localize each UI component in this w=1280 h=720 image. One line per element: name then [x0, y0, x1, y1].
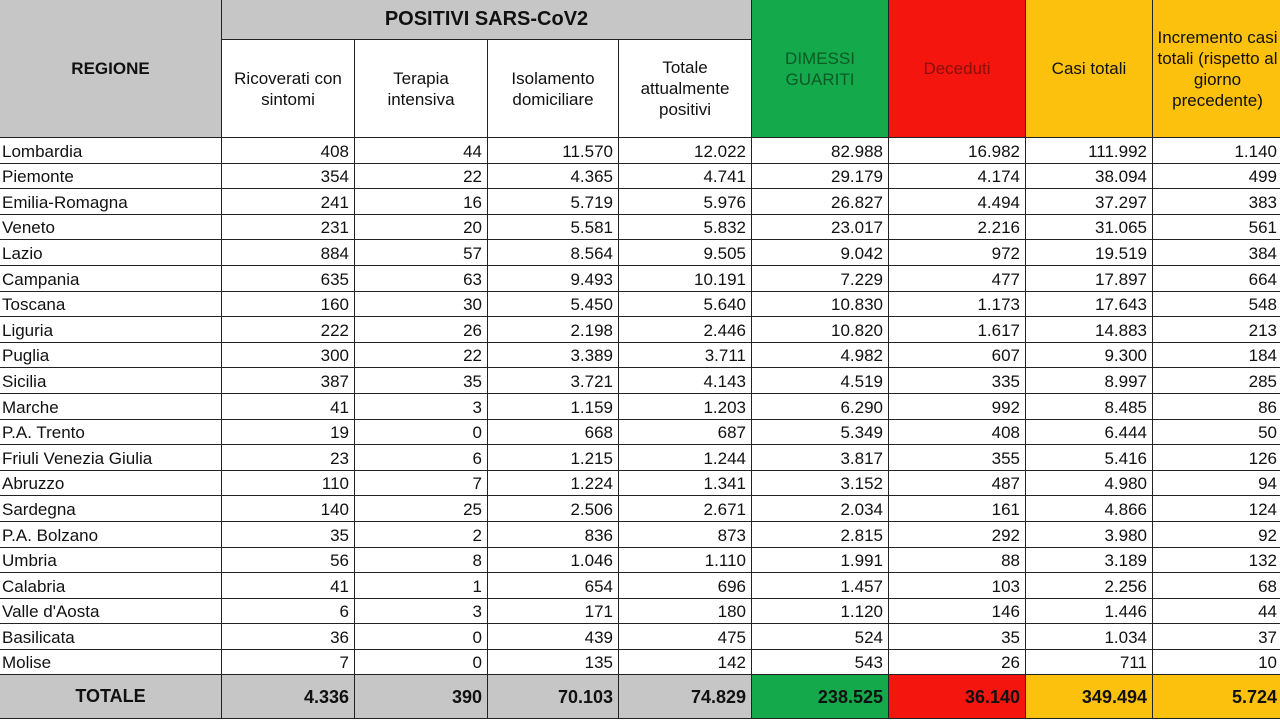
totale-positivi-value: 1.110 — [619, 548, 752, 574]
ricoverati-value: 56 — [222, 548, 355, 574]
terapia-value: 57 — [355, 240, 488, 266]
casi-totali-value: 31.065 — [1026, 215, 1153, 241]
casi-totali-value: 8.997 — [1026, 368, 1153, 394]
dimessi-value: 23.017 — [752, 215, 889, 241]
isolamento-value: 1.046 — [488, 548, 619, 574]
incremento-value: 50 — [1153, 420, 1280, 446]
total-totale-positivi-value: 74.829 — [619, 675, 752, 719]
dimessi-value: 2.815 — [752, 522, 889, 548]
totals-label: TOTALE — [0, 675, 222, 719]
totale-positivi-value: 142 — [619, 650, 752, 676]
dimessi-value: 543 — [752, 650, 889, 676]
dimessi-value: 2.034 — [752, 496, 889, 522]
terapia-value: 26 — [355, 317, 488, 343]
terapia-value: 20 — [355, 215, 488, 241]
ricoverati-value: 387 — [222, 368, 355, 394]
terapia-value: 25 — [355, 496, 488, 522]
deceduti-value: 972 — [889, 240, 1026, 266]
region-name: Emilia-Romagna — [0, 189, 222, 215]
region-name: Veneto — [0, 215, 222, 241]
header-deceduti: Deceduti — [889, 0, 1026, 138]
ricoverati-value: 36 — [222, 624, 355, 650]
isolamento-value: 5.719 — [488, 189, 619, 215]
ricoverati-value: 300 — [222, 343, 355, 369]
region-name: Molise — [0, 650, 222, 676]
ricoverati-value: 408 — [222, 138, 355, 164]
terapia-value: 35 — [355, 368, 488, 394]
ricoverati-value: 635 — [222, 266, 355, 292]
terapia-value: 30 — [355, 292, 488, 318]
totale-positivi-value: 12.022 — [619, 138, 752, 164]
incremento-value: 44 — [1153, 599, 1280, 625]
deceduti-value: 992 — [889, 394, 1026, 420]
totale-positivi-value: 1.203 — [619, 394, 752, 420]
casi-totali-value: 1.034 — [1026, 624, 1153, 650]
totale-positivi-value: 3.711 — [619, 343, 752, 369]
deceduti-value: 408 — [889, 420, 1026, 446]
incremento-value: 92 — [1153, 522, 1280, 548]
totale-positivi-value: 4.143 — [619, 368, 752, 394]
region-name: Lombardia — [0, 138, 222, 164]
ricoverati-value: 110 — [222, 471, 355, 497]
incremento-value: 184 — [1153, 343, 1280, 369]
deceduti-value: 103 — [889, 573, 1026, 599]
isolamento-value: 135 — [488, 650, 619, 676]
terapia-value: 0 — [355, 650, 488, 676]
totale-positivi-value: 873 — [619, 522, 752, 548]
header-incremento: Incremento casi totali (rispetto al giorno precedente) — [1153, 0, 1280, 138]
ricoverati-value: 41 — [222, 573, 355, 599]
ricoverati-value: 23 — [222, 445, 355, 471]
total-dimessi-value: 238.525 — [752, 675, 889, 719]
region-name: Valle d'Aosta — [0, 599, 222, 625]
casi-totali-value: 711 — [1026, 650, 1153, 676]
deceduti-value: 26 — [889, 650, 1026, 676]
dimessi-value: 4.982 — [752, 343, 889, 369]
deceduti-value: 35 — [889, 624, 1026, 650]
deceduti-value: 292 — [889, 522, 1026, 548]
ricoverati-value: 241 — [222, 189, 355, 215]
incremento-value: 1.140 — [1153, 138, 1280, 164]
isolamento-value: 5.450 — [488, 292, 619, 318]
isolamento-value: 171 — [488, 599, 619, 625]
totale-positivi-value: 696 — [619, 573, 752, 599]
deceduti-value: 146 — [889, 599, 1026, 625]
terapia-value: 44 — [355, 138, 488, 164]
totale-positivi-value: 475 — [619, 624, 752, 650]
dimessi-value: 3.152 — [752, 471, 889, 497]
casi-totali-value: 3.980 — [1026, 522, 1153, 548]
dimessi-value: 10.820 — [752, 317, 889, 343]
region-name: Lazio — [0, 240, 222, 266]
incremento-value: 383 — [1153, 189, 1280, 215]
terapia-value: 22 — [355, 343, 488, 369]
ricoverati-value: 160 — [222, 292, 355, 318]
incremento-value: 561 — [1153, 215, 1280, 241]
header-ricoverati: Ricoverati con sintomi — [222, 40, 355, 138]
region-name: Friuli Venezia Giulia — [0, 445, 222, 471]
incremento-value: 132 — [1153, 548, 1280, 574]
header-casi-totali: Casi totali — [1026, 0, 1153, 138]
total-terapia-value: 390 — [355, 675, 488, 719]
casi-totali-value: 8.485 — [1026, 394, 1153, 420]
casi-totali-value: 17.643 — [1026, 292, 1153, 318]
incremento-value: 285 — [1153, 368, 1280, 394]
isolamento-value: 654 — [488, 573, 619, 599]
ricoverati-value: 222 — [222, 317, 355, 343]
casi-totali-value: 1.446 — [1026, 599, 1153, 625]
dimessi-value: 29.179 — [752, 164, 889, 190]
terapia-value: 22 — [355, 164, 488, 190]
header-isolamento: Isolamento domiciliare — [488, 40, 619, 138]
region-name: Liguria — [0, 317, 222, 343]
deceduti-value: 477 — [889, 266, 1026, 292]
region-name: Toscana — [0, 292, 222, 318]
dimessi-value: 9.042 — [752, 240, 889, 266]
deceduti-value: 355 — [889, 445, 1026, 471]
deceduti-value: 335 — [889, 368, 1026, 394]
casi-totali-value: 111.992 — [1026, 138, 1153, 164]
dimessi-value: 10.830 — [752, 292, 889, 318]
ricoverati-value: 354 — [222, 164, 355, 190]
totale-positivi-value: 9.505 — [619, 240, 752, 266]
dimessi-value: 1.991 — [752, 548, 889, 574]
region-name: Puglia — [0, 343, 222, 369]
incremento-value: 10 — [1153, 650, 1280, 676]
total-ricoverati-value: 4.336 — [222, 675, 355, 719]
ricoverati-value: 140 — [222, 496, 355, 522]
casi-totali-value: 9.300 — [1026, 343, 1153, 369]
terapia-value: 7 — [355, 471, 488, 497]
terapia-value: 6 — [355, 445, 488, 471]
totale-positivi-value: 5.976 — [619, 189, 752, 215]
total-incremento-value: 5.724 — [1153, 675, 1280, 719]
ricoverati-value: 884 — [222, 240, 355, 266]
incremento-value: 124 — [1153, 496, 1280, 522]
isolamento-value: 836 — [488, 522, 619, 548]
dimessi-value: 3.817 — [752, 445, 889, 471]
isolamento-value: 2.506 — [488, 496, 619, 522]
incremento-value: 384 — [1153, 240, 1280, 266]
isolamento-value: 8.564 — [488, 240, 619, 266]
dimessi-value: 6.290 — [752, 394, 889, 420]
header-totale-positivi: Totale attualmente positivi — [619, 40, 752, 138]
isolamento-value: 11.570 — [488, 138, 619, 164]
totale-positivi-value: 180 — [619, 599, 752, 625]
totale-positivi-value: 1.341 — [619, 471, 752, 497]
terapia-value: 1 — [355, 573, 488, 599]
isolamento-value: 3.721 — [488, 368, 619, 394]
ricoverati-value: 231 — [222, 215, 355, 241]
totale-positivi-value: 10.191 — [619, 266, 752, 292]
total-isolamento-value: 70.103 — [488, 675, 619, 719]
ricoverati-value: 6 — [222, 599, 355, 625]
terapia-value: 3 — [355, 599, 488, 625]
dimessi-value: 82.988 — [752, 138, 889, 164]
isolamento-value: 5.581 — [488, 215, 619, 241]
header-terapia: Terapia intensiva — [355, 40, 488, 138]
incremento-value: 68 — [1153, 573, 1280, 599]
casi-totali-value: 3.189 — [1026, 548, 1153, 574]
region-name: P.A. Trento — [0, 420, 222, 446]
dimessi-value: 4.519 — [752, 368, 889, 394]
deceduti-value: 487 — [889, 471, 1026, 497]
dimessi-value: 5.349 — [752, 420, 889, 446]
deceduti-value: 1.617 — [889, 317, 1026, 343]
totale-positivi-value: 5.640 — [619, 292, 752, 318]
incremento-value: 94 — [1153, 471, 1280, 497]
dimessi-value: 524 — [752, 624, 889, 650]
isolamento-value: 439 — [488, 624, 619, 650]
terapia-value: 8 — [355, 548, 488, 574]
incremento-value: 213 — [1153, 317, 1280, 343]
incremento-value: 86 — [1153, 394, 1280, 420]
totale-positivi-value: 4.741 — [619, 164, 752, 190]
deceduti-value: 607 — [889, 343, 1026, 369]
totale-positivi-value: 2.671 — [619, 496, 752, 522]
totale-positivi-value: 687 — [619, 420, 752, 446]
totale-positivi-value: 1.244 — [619, 445, 752, 471]
deceduti-value: 1.173 — [889, 292, 1026, 318]
deceduti-value: 88 — [889, 548, 1026, 574]
incremento-value: 548 — [1153, 292, 1280, 318]
dimessi-value: 1.120 — [752, 599, 889, 625]
casi-totali-value: 14.883 — [1026, 317, 1153, 343]
totale-positivi-value: 5.832 — [619, 215, 752, 241]
dimessi-value: 1.457 — [752, 573, 889, 599]
header-dimessi: DIMESSI GUARITI — [752, 0, 889, 138]
region-name: Calabria — [0, 573, 222, 599]
region-name: Campania — [0, 266, 222, 292]
region-name: Sardegna — [0, 496, 222, 522]
dimessi-value: 26.827 — [752, 189, 889, 215]
ricoverati-value: 35 — [222, 522, 355, 548]
casi-totali-value: 5.416 — [1026, 445, 1153, 471]
isolamento-value: 2.198 — [488, 317, 619, 343]
total-casi-totali-value: 349.494 — [1026, 675, 1153, 719]
incremento-value: 664 — [1153, 266, 1280, 292]
casi-totali-value: 17.897 — [1026, 266, 1153, 292]
ricoverati-value: 19 — [222, 420, 355, 446]
isolamento-value: 1.215 — [488, 445, 619, 471]
casi-totali-value: 19.519 — [1026, 240, 1153, 266]
deceduti-value: 4.494 — [889, 189, 1026, 215]
casi-totali-value: 37.297 — [1026, 189, 1153, 215]
terapia-value: 2 — [355, 522, 488, 548]
totale-positivi-value: 2.446 — [619, 317, 752, 343]
casi-totali-value: 4.866 — [1026, 496, 1153, 522]
region-name: Marche — [0, 394, 222, 420]
terapia-value: 0 — [355, 420, 488, 446]
region-name: Sicilia — [0, 368, 222, 394]
isolamento-value: 4.365 — [488, 164, 619, 190]
region-name: Basilicata — [0, 624, 222, 650]
region-name: Umbria — [0, 548, 222, 574]
dimessi-value: 7.229 — [752, 266, 889, 292]
isolamento-value: 1.159 — [488, 394, 619, 420]
terapia-value: 0 — [355, 624, 488, 650]
region-name: Piemonte — [0, 164, 222, 190]
casi-totali-value: 6.444 — [1026, 420, 1153, 446]
terapia-value: 63 — [355, 266, 488, 292]
isolamento-value: 668 — [488, 420, 619, 446]
region-name: P.A. Bolzano — [0, 522, 222, 548]
casi-totali-value: 2.256 — [1026, 573, 1153, 599]
casi-totali-value: 38.094 — [1026, 164, 1153, 190]
ricoverati-value: 41 — [222, 394, 355, 420]
casi-totali-value: 4.980 — [1026, 471, 1153, 497]
region-name: Abruzzo — [0, 471, 222, 497]
deceduti-value: 161 — [889, 496, 1026, 522]
deceduti-value: 2.216 — [889, 215, 1026, 241]
terapia-value: 16 — [355, 189, 488, 215]
total-deceduti-value: 36.140 — [889, 675, 1026, 719]
isolamento-value: 9.493 — [488, 266, 619, 292]
incremento-value: 499 — [1153, 164, 1280, 190]
isolamento-value: 3.389 — [488, 343, 619, 369]
isolamento-value: 1.224 — [488, 471, 619, 497]
header-regione: REGIONE — [0, 0, 222, 138]
ricoverati-value: 7 — [222, 650, 355, 676]
deceduti-value: 4.174 — [889, 164, 1026, 190]
terapia-value: 3 — [355, 394, 488, 420]
incremento-value: 37 — [1153, 624, 1280, 650]
header-positivi-group: POSITIVI SARS-CoV2 — [222, 0, 752, 40]
incremento-value: 126 — [1153, 445, 1280, 471]
deceduti-value: 16.982 — [889, 138, 1026, 164]
